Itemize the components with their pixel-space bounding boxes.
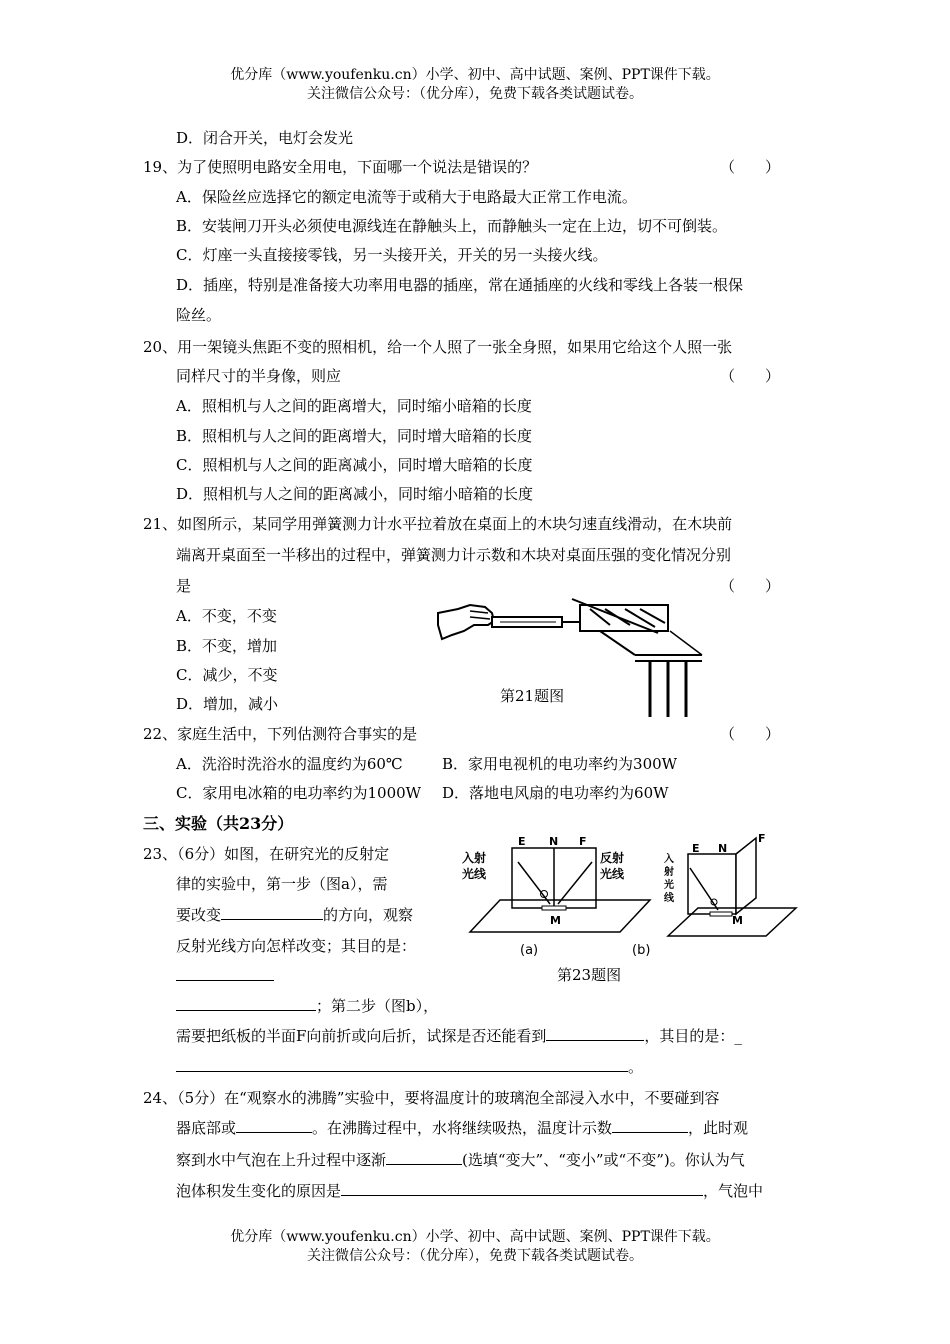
q21-option-b: B．不变，增加 xyxy=(176,637,278,655)
q24-blank-2[interactable] xyxy=(612,1118,688,1133)
footer-line-1: 优分库（www.youfenku.cn）小学、初中、高中试题、案例、PPT课件下载。 xyxy=(230,1229,720,1245)
q23-blank-3[interactable] xyxy=(546,1026,644,1041)
header-line-1: 优分库（www.youfenku.cn）小学、初中、高中试题、案例、PPT课件下载。 xyxy=(230,67,720,83)
q24-line-4 xyxy=(176,1181,763,1201)
fig-b-incident-label: 入射光线 xyxy=(664,854,674,904)
q21-option-d: D．增加，减小 xyxy=(176,695,279,713)
q21-figure-spring-scale xyxy=(430,595,710,720)
q22-stem: 22、家庭生活中，下列估测符合事实的是 xyxy=(143,725,418,743)
q21-option-a: A．不变，不变 xyxy=(176,607,277,625)
q22-answer-paren: （ ） xyxy=(720,725,781,743)
fig-a-label-f: F xyxy=(579,835,587,848)
q19-answer-paren: （ ） xyxy=(720,158,781,176)
header-line-2: 关注微信公众号：（优分库），免费下载各类试题试卷。 xyxy=(307,86,643,102)
section-experiment-title: 三、实验（共23分） xyxy=(143,814,294,833)
q20-option-d: D．照相机与人之间的距离减小，同时缩小暗箱的长度 xyxy=(176,485,534,503)
q23-line-5 xyxy=(176,966,274,986)
q23-line-1: 23、（6分）如图，在研究光的反射定 xyxy=(143,845,390,863)
fig-a-caption: (a) xyxy=(520,943,539,958)
q23-blank-2-cont[interactable] xyxy=(176,996,316,1011)
q21-stem-3: 是 xyxy=(176,577,192,595)
q24-line-3 xyxy=(176,1150,745,1170)
q21-option-c: C．减少，不变 xyxy=(176,666,278,684)
q21-stem-1: 21、如图所示，某同学用弹簧测力计水平拉着放在桌面上的木块匀速直线滑动，在木块前 xyxy=(143,515,733,533)
fig-b-caption: (b) xyxy=(632,943,651,958)
q20-option-a: A．照相机与人之间的距离增大，同时缩小暗箱的长度 xyxy=(176,397,532,415)
q23-line-7-a: 需要把纸板的半面F向前折或向后折，试探是否还能看到 xyxy=(176,1027,547,1045)
q21-stem-2: 端离开桌面至一半移出的过程中，弹簧测力计示数和木块对桌面压强的变化情况分别 xyxy=(176,546,732,564)
q23-blank-4[interactable] xyxy=(176,1057,628,1072)
q23-figure-caption: 第23题图 xyxy=(557,966,622,984)
q20-stem-1: 20、用一架镜头焦距不变的照相机，给一个人照了一张全身照，如果用它给这个人照一张 xyxy=(143,338,733,356)
q23-line-7 xyxy=(176,1026,742,1046)
q23-line-7-b: ，其目的是：_ xyxy=(644,1027,742,1045)
q23-line-8-end: 。 xyxy=(628,1058,644,1076)
q19-option-d: D．插座，特别是准备接大功率用电器的插座，常在通插座的火线和零线上各装一根保 xyxy=(176,276,744,294)
q23-blank-1[interactable] xyxy=(221,905,323,920)
q19-option-d-cont: 险丝。 xyxy=(176,306,222,324)
fig-b-label-f: F xyxy=(758,832,766,845)
footer-line-2: 关注微信公众号：（优分库），免费下载各类试题试卷。 xyxy=(307,1248,643,1264)
fig-a-incident-label: 入射光线 xyxy=(462,851,487,881)
q24-line-4-b: ，气泡中 xyxy=(703,1182,764,1200)
q23-line-6-text: ；第二步（图b）， xyxy=(316,997,439,1015)
q23-line-6 xyxy=(176,996,438,1016)
q22-option-c: C．家用电冰箱的电功率约为1000W xyxy=(176,784,422,802)
q19-option-b: B．安装闸刀开头必须使电源线连在静触头上，而静触头一定在上边，切不可倒装。 xyxy=(176,217,728,235)
q19-option-a: A．保险丝应选择它的额定电流等于或稍大于电路最大正常工作电流。 xyxy=(176,188,637,206)
fig-b-label-e: E xyxy=(692,842,700,855)
fig-a-reflected-label: 反射光线 xyxy=(600,851,625,881)
fig-a-label-m: M xyxy=(550,914,561,927)
q20-answer-paren: （ ） xyxy=(720,367,781,385)
q24-line-4-a: 泡体积发生变化的原因是 xyxy=(176,1182,342,1200)
q24-blank-3[interactable] xyxy=(386,1150,462,1165)
q23-line-4: 反射光线方向怎样改变；其目的是： xyxy=(176,937,417,955)
q21-figure-caption: 第21题图 xyxy=(500,687,565,705)
fig-a-label-e: E xyxy=(518,835,526,848)
q23-line-3 xyxy=(176,905,413,925)
q18-option-d: D．闭合开关，电灯会发光 xyxy=(176,129,354,147)
fig-b-label-n: N xyxy=(718,842,728,855)
q20-option-b: B．照相机与人之间的距离增大，同时增大暗箱的长度 xyxy=(176,427,533,445)
q24-line-2 xyxy=(176,1118,748,1138)
q24-line-3-b: (选填“变大”、“变小”或“不变”)。你认为气 xyxy=(462,1151,745,1169)
q22-option-a: A．洗浴时洗浴水的温度约为60℃ xyxy=(176,755,403,773)
q20-stem-2: 同样尺寸的半身像，则应 xyxy=(176,367,342,385)
q19-stem: 19、为了使照明电路安全用电，下面哪一个说法是错误的？ xyxy=(143,158,538,176)
q19-option-c: C．灯座一头直接接零钱，另一头接开关，开关的另一头接火线。 xyxy=(176,246,608,264)
q24-line-2-c: ，此时观 xyxy=(688,1119,749,1137)
fig-a-label-n: N xyxy=(549,835,559,848)
q23-line-3-a: 要改变 xyxy=(176,906,222,924)
fig-b-label-m: M xyxy=(732,914,743,927)
q22-option-b: B．家用电视机的电功率约为300W xyxy=(442,755,678,773)
q21-answer-paren: （ ） xyxy=(720,577,781,595)
q23-figure-light-reflection xyxy=(460,832,800,960)
q24-line-2-b: 。在沸腾过程中，水将继续吸热，温度计示数 xyxy=(312,1119,613,1137)
q24-line-2-a: 器底部或 xyxy=(176,1119,237,1137)
q20-option-c: C．照相机与人之间的距离减小，同时增大暗箱的长度 xyxy=(176,456,533,474)
q24-blank-1[interactable] xyxy=(236,1118,312,1133)
q23-line-3-b: 的方向，观察 xyxy=(323,906,414,924)
q24-line-3-a: 察到水中气泡在上升过程中逐渐 xyxy=(176,1151,387,1169)
q23-line-2: 律的实验中，第一步（图a），需 xyxy=(176,875,388,893)
q23-line-8 xyxy=(176,1057,643,1077)
q24-line-1: 24、（5分）在“观察水的沸腾”实验中，要将温度计的玻璃泡全部浸入水中，不要碰到容 xyxy=(143,1089,720,1107)
q22-option-d: D．落地电风扇的电功率约为60W xyxy=(442,784,669,802)
q23-blank-2[interactable] xyxy=(176,966,274,981)
q24-blank-4[interactable] xyxy=(341,1181,703,1196)
